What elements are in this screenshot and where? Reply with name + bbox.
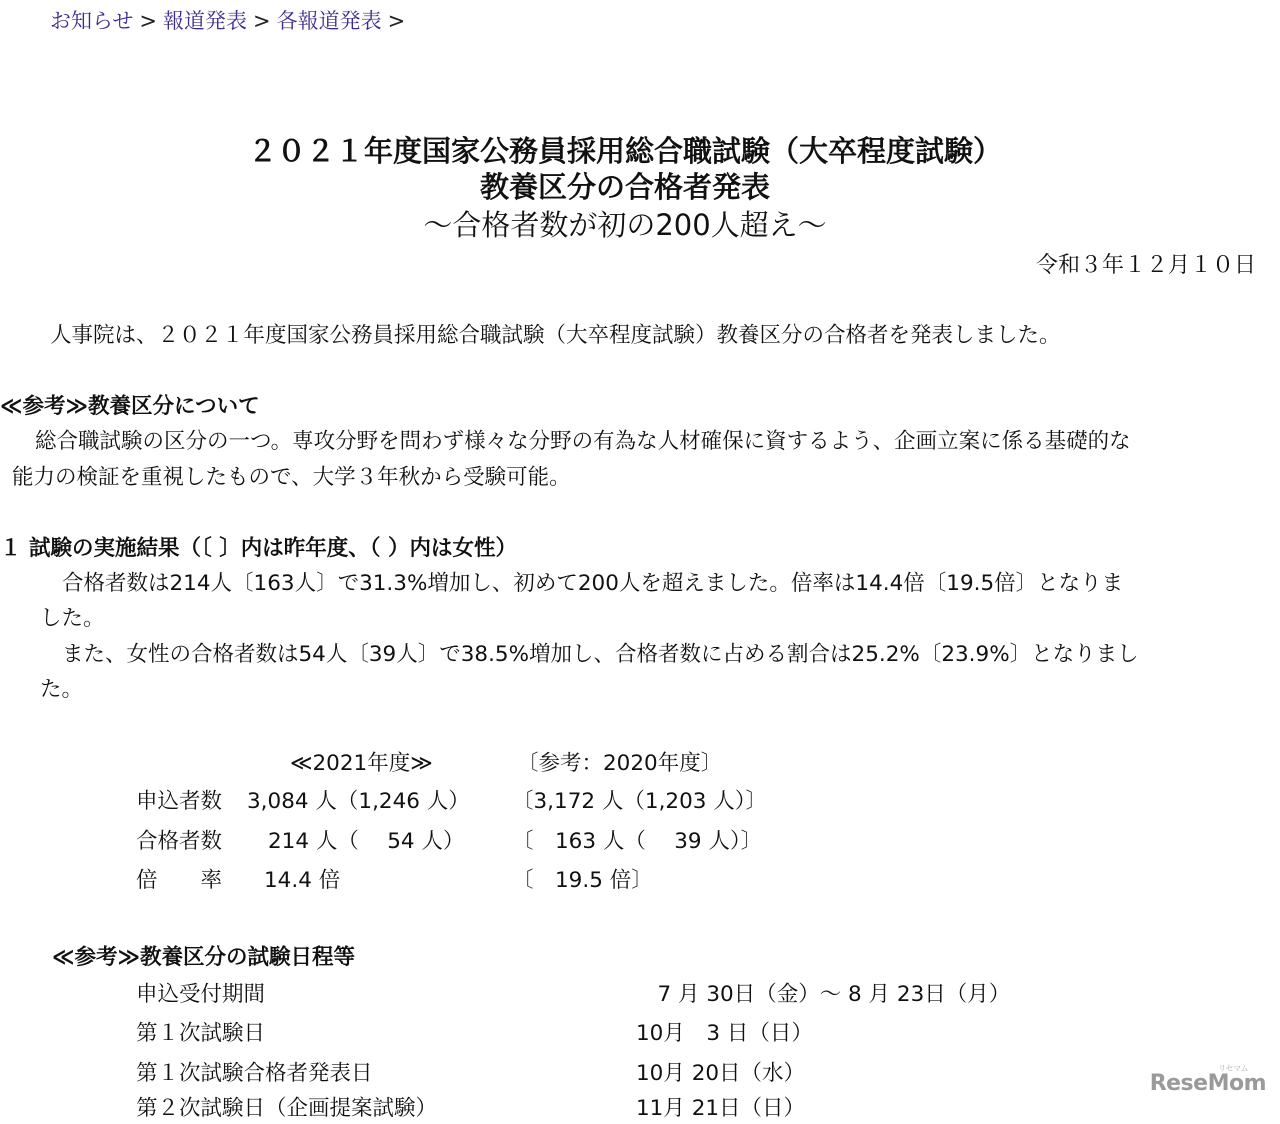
page-subtitle: ～合格者数が初の200人超え～ [423, 208, 827, 242]
breadcrumb-link-news[interactable]: お知らせ [50, 9, 134, 33]
schedule-value: 7 月 30日（金）～ 8 月 23日（月） [636, 982, 1011, 1007]
table-cell-2021: 214 人（ 54 人） [268, 829, 465, 854]
page-title [0, 133, 1250, 245]
results-paragraph-line: した。 [40, 606, 105, 631]
breadcrumb-separator: > [387, 9, 406, 33]
breadcrumb-separator: > [252, 9, 271, 33]
table-cell-2020: 〔 163 人（ 39 人）〕 [512, 829, 763, 854]
resemom-watermark-logo [1149, 1064, 1266, 1096]
results-paragraph-line: 合格者数は214人〔163人〕で31.3%増加し、初めて200人を超えました。倍率は14.4倍〔19.5倍〕となりま [62, 571, 1124, 596]
watermark-text: ReseMom [1149, 1071, 1266, 1096]
table-cell-2021: 3,084 人（1,246 人） [247, 789, 470, 814]
release-date: 令和３年１２月１０日 [1035, 253, 1256, 278]
table-row-label: 倍 率 [136, 868, 223, 893]
schedule-label: 申込受付期間 [136, 982, 266, 1007]
schedule-value: 10月 3 日（日） [636, 1021, 813, 1046]
breadcrumb-link-press[interactable]: 報道発表 [162, 9, 247, 33]
results-paragraph-line: た。 [40, 677, 84, 702]
breadcrumb-link-each-press[interactable]: 各報道発表 [276, 9, 382, 33]
breadcrumb [50, 6, 411, 36]
breadcrumb-separator: > [139, 9, 157, 33]
reference-text-line: 総合職試験の区分の一つ。専攻分野を問わず様々な分野の有為な人材確保に資するよう、企画立案に係る基礎的な [35, 429, 1131, 454]
table-cell-2020: 〔 19.5 倍〕 [512, 868, 653, 893]
table-cell-2021: 14.4 倍 [264, 868, 341, 893]
table-row-label: 申込者数 [136, 789, 223, 814]
schedule-value: 11月 21日（日） [636, 1096, 806, 1121]
reference-heading-schedule: ≪参考≫教養区分の試験日程等 [52, 945, 356, 970]
intro-paragraph: 人事院は、２０２１年度国家公務員採用総合職試験（大卒程度試験）教養区分の合格者を発表しました。 [50, 323, 1061, 348]
title-line-2: 教養区分の合格者発表 [479, 170, 770, 204]
title-line-1: ２０２１年度国家公務員採用総合職試験（大卒程度試験） [247, 134, 1002, 168]
table-row-label: 合格者数 [136, 829, 223, 854]
section-heading-results: １ 試験の実施結果（〔 〕内は昨年度、（ ）内は女性） [0, 536, 517, 561]
reference-text-line: 能力の検証を重視したもので、大学３年秋から受験可能。 [12, 465, 571, 490]
table-header-2021: ≪2021年度≫ [290, 751, 433, 776]
watermark-small-text: リセマム [1218, 1064, 1248, 1073]
schedule-label: 第１次試験合格者発表日 [136, 1061, 373, 1086]
schedule-label: 第１次試験日 [136, 1021, 266, 1046]
reference-heading-subject: ≪参考≫教養区分について [0, 394, 260, 419]
table-header-2020: 〔参考：2020年度〕 [517, 751, 723, 776]
schedule-label: 第２次試験日（企画提案試験） [136, 1096, 438, 1121]
results-paragraph-line: また、女性の合格者数は54人〔39人〕で38.5%増加し、合格者数に占める割合は25.2%〔23.9%〕となりまし [62, 642, 1139, 667]
schedule-value: 10月 20日（水） [636, 1061, 806, 1086]
table-cell-2020: 〔3,172 人（1,203 人）〕 [512, 789, 768, 814]
